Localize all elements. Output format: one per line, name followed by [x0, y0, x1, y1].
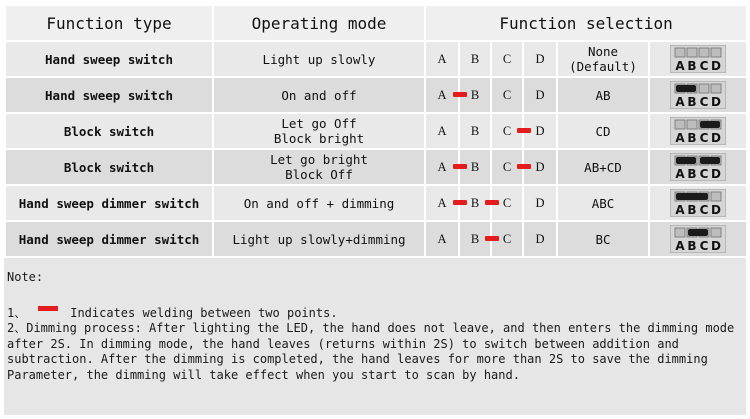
svg-text:D: D	[711, 59, 722, 73]
weld-mark	[517, 164, 531, 169]
abcd-switch-bc-icon	[670, 225, 726, 253]
svg-text:C: C	[699, 167, 709, 181]
function-type-cell: Hand sweep switch	[5, 41, 213, 77]
operating-mode-line-2: Block Off	[285, 167, 353, 182]
notes-section	[7, 270, 743, 383]
operating-mode-line-1: Light up slowly+dimming	[232, 231, 406, 247]
pad-letter: B	[470, 123, 480, 138]
operating-mode-cell	[213, 77, 425, 113]
svg-text:A: A	[675, 239, 685, 253]
table-header-row	[5, 5, 747, 41]
weld-mark	[453, 92, 467, 97]
function-table-panel	[4, 4, 746, 415]
operating-mode-line-1: On and off + dimming	[243, 195, 395, 211]
header-function-selection: Function selection	[425, 5, 747, 41]
svg-text:B: B	[687, 239, 697, 253]
svg-text:A: A	[675, 95, 685, 109]
selection-result-cell	[557, 149, 649, 185]
selection-result-cell	[557, 41, 649, 77]
header-function-type: Function type	[5, 5, 213, 41]
operating-mode-line-1: Let go bright	[270, 152, 368, 167]
weld-mark-legend	[38, 306, 58, 311]
pad-letter: A	[437, 51, 447, 66]
note-item-1-prefix: 1、	[7, 305, 27, 320]
selection-result-cell	[557, 113, 649, 149]
pad-letter: B	[470, 159, 480, 174]
switch-image-cell	[649, 149, 747, 185]
abcd-switch-cd-icon	[670, 117, 726, 145]
pad-letter: B	[470, 51, 480, 66]
function-table	[4, 4, 748, 258]
pad-cell	[491, 77, 523, 113]
function-type-cell: Block switch	[5, 113, 213, 149]
abcd-switch-ab-cd-icon	[670, 153, 726, 181]
pad-letter: D	[535, 123, 545, 138]
operating-mode-cell	[213, 185, 425, 221]
svg-text:B: B	[687, 59, 697, 73]
function-type-cell: Hand sweep dimmer switch	[5, 185, 213, 221]
pad-cell	[523, 41, 557, 77]
pad-cell	[491, 113, 523, 149]
svg-text:A: A	[675, 59, 685, 73]
pad-letter: C	[502, 231, 512, 246]
svg-text:A: A	[675, 167, 685, 181]
function-type-cell: Hand sweep dimmer switch	[5, 221, 213, 257]
pad-cell	[425, 221, 459, 257]
svg-text:B: B	[687, 167, 697, 181]
operating-mode-line-1: On and off	[281, 87, 357, 103]
svg-text:D: D	[711, 95, 722, 109]
selection-result-line-1: None	[587, 44, 619, 59]
selection-result-line-1: AB+CD	[584, 159, 622, 175]
pad-letter: D	[535, 87, 545, 102]
operating-mode-line-1: Let go Off	[281, 116, 357, 131]
pad-cell	[425, 149, 459, 185]
switch-image-cell	[649, 41, 747, 77]
pad-cell	[425, 41, 459, 77]
pad-letter: A	[437, 123, 447, 138]
switch-image-cell	[649, 221, 747, 257]
operating-mode-line-2: Block bright	[273, 131, 365, 146]
svg-text:C: C	[699, 95, 709, 109]
pad-letter: A	[437, 87, 447, 102]
svg-text:D: D	[711, 239, 722, 253]
svg-text:A: A	[675, 131, 685, 145]
note-item-1	[7, 306, 743, 322]
selection-result-line-1: ABC	[591, 195, 615, 211]
pad-cell	[491, 149, 523, 185]
svg-text:C: C	[699, 203, 709, 217]
pad-letter: A	[437, 159, 447, 174]
pad-letter: C	[502, 51, 512, 66]
abcd-switch-abc-icon	[670, 189, 726, 217]
svg-text:D: D	[711, 167, 722, 181]
weld-mark	[485, 236, 499, 241]
svg-text:C: C	[699, 131, 709, 145]
pad-cell	[425, 185, 459, 221]
operating-mode-cell	[213, 149, 425, 185]
weld-mark	[485, 200, 499, 205]
pad-cell	[523, 221, 557, 257]
pad-letter: C	[502, 195, 512, 210]
operating-mode-cell	[213, 113, 425, 149]
pad-letter: B	[470, 87, 480, 102]
operating-mode-line-1: Light up slowly	[262, 51, 376, 67]
selection-result-line-1: BC	[595, 231, 611, 247]
svg-text:B: B	[687, 203, 697, 217]
pad-letter: C	[502, 123, 512, 138]
weld-mark	[453, 200, 467, 205]
pad-cell	[491, 41, 523, 77]
operating-mode-cell	[213, 41, 425, 77]
function-type-cell: Block switch	[5, 149, 213, 185]
pad-cell	[425, 113, 459, 149]
svg-text:D: D	[711, 131, 722, 145]
selection-result-cell	[557, 185, 649, 221]
abcd-switch-none-icon	[670, 45, 726, 73]
selection-result-cell	[557, 221, 649, 257]
pad-letter: D	[535, 51, 545, 66]
pad-cell	[523, 77, 557, 113]
pad-letter: A	[437, 231, 447, 246]
svg-text:C: C	[699, 239, 709, 253]
table-row	[5, 77, 747, 113]
svg-text:D: D	[711, 203, 722, 217]
pad-letter: D	[535, 195, 545, 210]
switch-image-cell	[649, 77, 747, 113]
weld-mark	[453, 164, 467, 169]
svg-text:B: B	[687, 95, 697, 109]
pad-cell	[459, 113, 491, 149]
pad-cell	[523, 185, 557, 221]
header-operating-mode: Operating mode	[213, 5, 425, 41]
pad-letter: B	[470, 195, 480, 210]
selection-result-line-1: CD	[595, 123, 611, 139]
switch-image-cell	[649, 113, 747, 149]
table-row	[5, 149, 747, 185]
pad-letter: B	[470, 231, 480, 246]
table-row	[5, 113, 747, 149]
table-body	[5, 41, 747, 257]
pad-letter: C	[502, 87, 512, 102]
weld-mark	[517, 128, 531, 133]
selection-result-cell	[557, 77, 649, 113]
pad-letter: C	[502, 159, 512, 174]
pad-cell	[459, 221, 491, 257]
svg-text:A: A	[675, 203, 685, 217]
pad-cell	[459, 41, 491, 77]
pad-letter: D	[535, 159, 545, 174]
table-row	[5, 41, 747, 77]
selection-result-line-1: AB	[595, 87, 611, 103]
table-row	[5, 221, 747, 257]
operating-mode-cell	[213, 221, 425, 257]
notes-title: Note:	[7, 270, 44, 284]
svg-text:C: C	[699, 59, 709, 73]
function-type-cell: Hand sweep switch	[5, 77, 213, 113]
pad-cell	[425, 77, 459, 113]
note-item-2: 2、Dimming process: After lighting the LED, the hand does not leave, and then enters the dimming mode after 2S. In dimming mode, the hand leaves (returns within 2S) to switch between addition and subtraction. After the dimming is completed, the hand leaves for more than 2S to save the dimming Parameter, the dimming will take effect when you start to scan by hand.	[7, 321, 742, 382]
pad-letter: D	[535, 231, 545, 246]
selection-result-line-2: (Default)	[569, 59, 637, 74]
switch-image-cell	[649, 185, 747, 221]
pad-letter: A	[437, 195, 447, 210]
table-row	[5, 185, 747, 221]
svg-text:B: B	[687, 131, 697, 145]
note-item-1-text: Indicates welding between two points.	[70, 305, 338, 320]
abcd-switch-ab-icon	[670, 81, 726, 109]
